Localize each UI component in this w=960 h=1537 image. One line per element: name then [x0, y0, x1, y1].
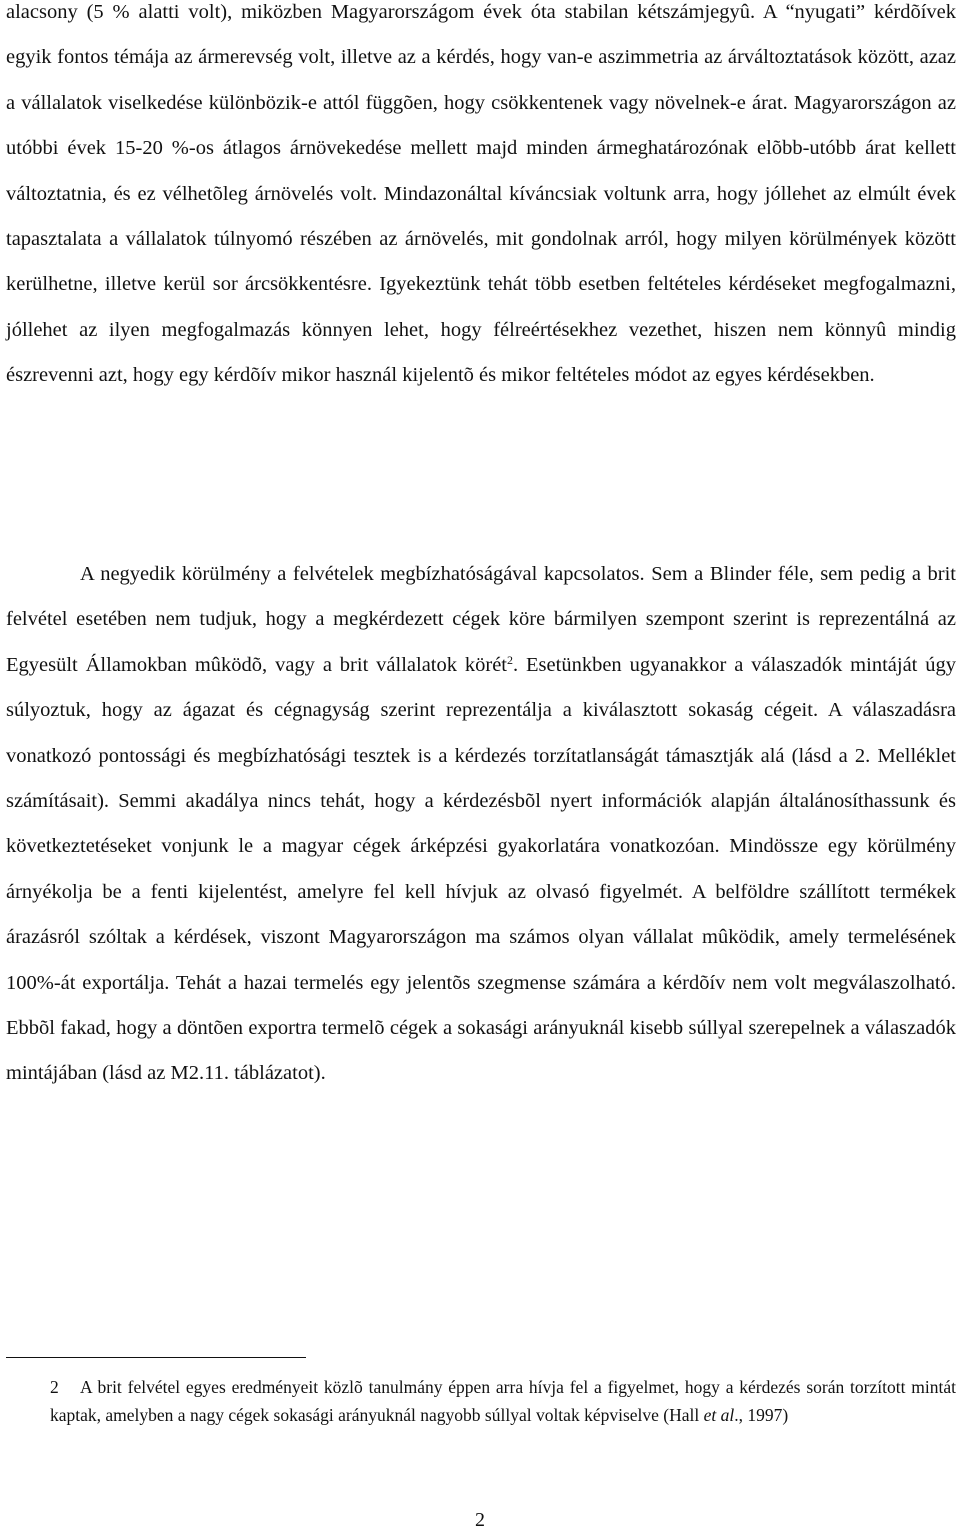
body-paragraph-2 — [6, 552, 956, 1097]
body-paragraph-2-rest: . Esetünkben ugyanakkor a válaszadók mintáját úgy súlyoztuk, hogy az ágazat és cégnagyság szerint reprezentálja a kiválasztott sokaság cégeit. A válaszadásra vonatkozó pontossági és megbízhatósági tesztek is a kérdezés torzítatlanságát támasztják alá (lásd a 2. Melléklet számításait). Semmi akadálya nincs tehát, hogy a kérdezésbõl nyert információk alapján általánosíthassunk és következtetéseket vonjunk le a magyar cégek árképzési gyakorlatára vonatkozóan. Mindössze egy körülmény árnyékolja be a fenti kijelentést, amelyre fel kell hívjuk az olvasó figyelmét. A belföldre szállított termékek árazásról szóltak a kérdések, viszont Magyarországon ma számos olyan vállalat mûködik, amely termelésének 100%-át exportálja. Tehát a hazai termelés egy jelentõs szegmense számára a kérdõív nem volt megválaszolható. Ebbõl fakad, hogy a döntõen exportra termelõ cégek a sokasági arányuknál kisebb súllyal szerepelnek a válaszadók mintájában (lásd az M2.11. táblázatot). — [6, 653, 957, 1085]
footnote — [50, 1373, 956, 1430]
body-paragraph-1-text: alacsony (5 % alatti volt), miközben Magyarországom évek óta stabilan kétszámjegyû. A “nyugati” kérdõívek egyik fontos témája az ármerevség volt, illetve az a kérdés, hogy van-e aszimmetria az árváltoztatások között, azaz a vállalatok viselkedése különbözik-e attól függõen, hogy csökkentenek vagy növelnek-e árat. Magyarországon az utóbbi évek 15-20 %-os átlagos árnövekedése mellett majd minden ármeghatározónak elõbb-utóbb árat kellett változtatnia, és ez vélhetõleg árnövelés volt. Mindazonáltal kíváncsiak voltunk arra, hogy jóllehet az elmúlt évek tapasztalata a vállalatok túlnyomó részében az árnövelés, mit gondolnak arról, hogy milyen körülmények között kerülhetne, illetve kerül sor árcsökkentésre. Igyekeztünk tehát több esetben feltételes kérdéseket megfogalmazni, jóllehet az ilyen megfogalmazás könnyen lehet, hogy félreértésekhez vezethet, hiszen nem könnyû mindig észrevenni azt, hogy egy kérdõív mikor használ kijelentõ és mikor feltételes módot az egyes kérdésekben. — [6, 1, 956, 387]
footnote-number: 2 — [50, 1377, 59, 1397]
footnote-text-italic: et al — [703, 1405, 735, 1426]
body-paragraph-1 — [6, 0, 956, 399]
page-number: 2 — [475, 1509, 485, 1531]
footnote-separator — [6, 1357, 306, 1358]
footnote-text-start: A brit felvétel egyes eredményeit közlõ tanulmány éppen arra hívja fel a figyelmet, hogy a kérdezés során torzított mintát kaptak, amelyben a nagy cégek sokasági arányuknál nagyobb súllyal voltak képviselve (Hall — [50, 1377, 956, 1426]
body-paragraph-2-start: A negyedik körülmény a felvételek megbízhatóságával kapcsolatos. Sem a Blinder féle, sem pedig a brit felvétel esetében nem tudjuk, hogy a megkérdezett cégek köre bármilyen szempont szerint is reprezentálná az Egyesült Államokban mûködõ, vagy a brit vállalatok körét — [6, 563, 956, 676]
footnote-text-end: ., 1997) — [734, 1405, 789, 1426]
footnote-reference[interactable]: 2 — [507, 652, 514, 667]
